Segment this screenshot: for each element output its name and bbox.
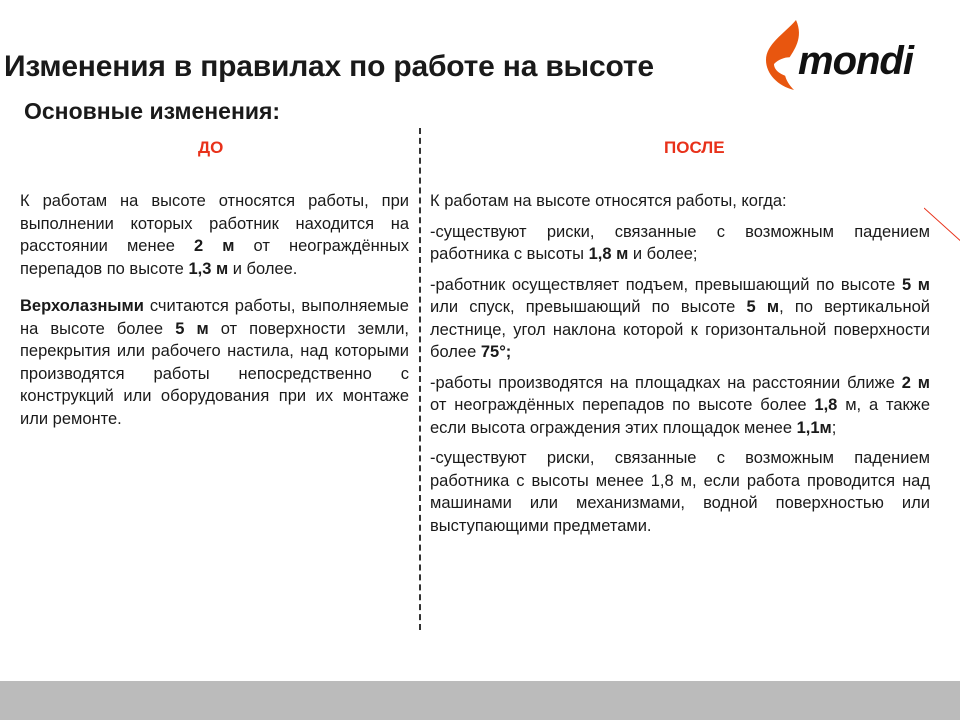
before-heading: ДО [198,138,224,157]
mondi-logo-shape [766,20,799,90]
after-column [430,190,930,537]
bold-value: 1,8 [814,396,838,414]
bold-value: 5 м [901,275,930,294]
bold-value: 5 м [746,298,780,316]
text-segment: считаются работы, выполняемые на высоте более [20,297,409,338]
text-segment: от неограждённых перепадов по высоте более [430,396,815,414]
text-segment: м, а также если высота ограждения этих площадок менее [430,396,930,437]
before-paragraph-1 [20,190,409,280]
mondi-logo-icon [760,14,940,94]
bold-value: 1,8 м [588,245,629,263]
text-segment: , по вертикальной лестнице, угол наклона которой к горизонтальной поверхности более [430,298,931,361]
bold-value: 2 м [194,237,235,255]
column-divider [419,128,421,630]
bold-term: Верхолазными [20,297,144,315]
footer-bar [0,681,960,720]
text-segment: -существуют риски, связанные с возможным падением работника с высоты менее 1,8 м, если работа проводится над машинами или механизмами, водной поверхностью или выступающими предметами. [430,449,930,535]
text-segment: и более. [228,259,298,278]
text-segment: или спуск, превышающий по высоте [430,298,747,316]
after-item-3 [430,372,930,440]
text-segment: -существуют риски, связанные с возможным падением работника с высоты [430,222,930,263]
bold-value: 5 м [175,319,209,338]
after-item-2 [430,274,930,364]
page-subtitle: Основные изменения: [24,98,281,124]
bold-value: 1,3 м [188,259,229,278]
after-intro: К работам на высоте относятся работы, когда: [430,192,787,210]
before-column [20,190,409,430]
text-segment: К работам на высоте относятся работы, при выполнении которых работник находится на расстоянии менее [20,192,409,255]
bold-value: 2 м [901,373,931,392]
before-paragraph-2 [20,295,409,430]
text-segment: от поверхности земли, перекрытия или рабочего настила, над которыми производятся работы непосредственно с конструкций или оборудования при их монтаже или ремонте. [20,319,410,428]
text-segment: -работы производятся на площадках на расстоянии ближе [430,373,902,392]
text-segment: -работник осуществляет подъем, превышающий по высоте [430,275,902,294]
text-segment: от неограждённых перепадов по высоте [20,237,409,278]
bold-value: 75°; [480,343,512,361]
bold-value: 1,1м [796,418,832,437]
after-item-1 [430,221,930,266]
mondi-logo-text: mondi [798,39,913,83]
text-segment: ; [831,418,837,437]
after-heading: ПОСЛЕ [664,138,725,157]
page-title: Изменения в правилах по работе на высоте [4,50,654,83]
text-segment: и более; [628,245,698,263]
after-item-4 [430,447,930,537]
